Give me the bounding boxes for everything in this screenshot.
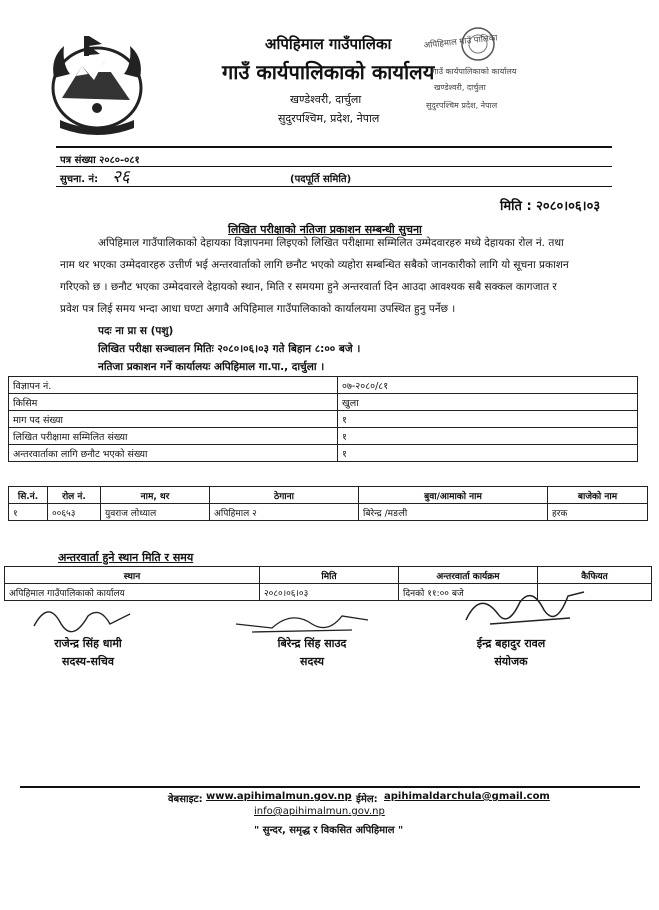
column-header: नाम, थर [101,487,210,504]
notice-para-line-3: गरिएको छ । छनौट भएका उम्मेदवारले देहायको स्थान, मिति र समयमा हुने अन्तरवार्ता दिन आउदा आवश्यक सबै सक्कल कागजात र [60,281,557,293]
table-cell: ०७-२०८०/८१ [338,377,638,394]
notice-para-line-4: प्रवेश पत्र लिई समय भन्दा आधा घण्टा अगावै अपिहिमाल गाउँपालिकाको कार्यालयमा उपस्थित हुनु पर्नेछ । [60,303,456,315]
post-name: पदः ना प्रा स (पशु) [98,325,174,337]
website-label: वेबसाइट: [168,794,203,805]
table-row [9,411,638,428]
svg-text:अपिहिमाल गाउँ पालिका: अपिहिमाल गाउँ पालिका [423,33,498,51]
table-cell: अन्तरवार्ताका लागि छनौट भएको संख्या [9,445,338,462]
column-header: ठेगाना [210,487,359,504]
table-cell: खुला [338,394,638,411]
vacancy-summary-table [8,376,638,462]
municipality-name: अपिहिमाल गाउँपालिका [265,35,392,53]
svg-text:सुदुरपश्चिम प्रदेश, नेपाल: सुदुरपश्चिम प्रदेश, नेपाल [426,101,498,110]
notice-para-line-2: नाम थर भएका उम्मेदवारहरु उत्तीर्ण भई अन्तरवार्ताको लागि छनौट भएको व्यहोरा सम्बन्धित सबैको जानकारीको लागि यो सूचना प्रकाशन [60,259,569,271]
letter-number: पत्र संख्या २०८०-०८१ [60,155,140,166]
table-cell: १ [338,411,638,428]
table-row [9,394,638,411]
notice-number-value: २६ [112,167,130,187]
ref-divider-2 [56,186,612,187]
signature-role: सदस्य-सचिव [62,655,114,668]
table-cell: १ [338,445,638,462]
signature-member [232,604,372,638]
table-row [9,504,648,521]
signature-role: संयोजक [494,655,528,668]
table-cell: २०८०।०६।०३ [260,584,399,601]
signature-role: सदस्य [300,655,324,668]
column-header: स्थान [5,567,260,584]
selected-candidates-table [8,486,648,521]
signature-member-secretary [30,596,140,636]
table-cell: १ [338,428,638,445]
notice-date: मिति : २०८०।०६।०३ [500,199,601,214]
table-header-row [5,567,652,584]
column-header: बाजेको नाम [548,487,648,504]
table-header-row [9,487,648,504]
table-row [9,428,638,445]
exam-date: लिखित परीक्षा सञ्चालन मितिः २०८०।०६।०३ गते बिहान ८:०० बजे । [98,343,361,355]
column-header: अन्तरवार्ता कार्यक्रम [399,567,538,584]
table-cell: हरक [548,504,648,521]
nepal-emblem-icon [42,28,152,136]
ref-divider [56,166,612,167]
footer-divider [20,786,640,788]
table-row [9,445,638,462]
table-cell: दिनको ११:०० बजे [399,584,538,601]
svg-text:खण्डेश्वरी, दार्चुला: खण्डेश्वरी, दार्चुला [434,83,486,92]
office-province: सुदुरपश्चिम, प्रदेश, नेपाल [278,112,380,125]
table-row [9,377,638,394]
office-stamp [420,22,530,120]
svg-text:गाउँ कार्यपालिकाको कार्यालय: गाउँ कार्यपालिकाको कार्यालय [432,67,517,76]
table-cell: बिरेन्द्र /मङली [359,504,548,521]
notice-number-label: सुचना. नं: [60,174,99,185]
table-cell: विज्ञापन नं. [9,377,338,394]
email-label: ईमेल: [356,794,378,805]
column-header: मिति [260,567,399,584]
table-cell: ००६५३ [48,504,101,521]
column-header: कैफियत [538,567,652,584]
interview-heading: अन्तरवार्ता हुने स्थान मिति र समय [58,551,194,564]
signature-coordinator [460,584,590,634]
email-link-secondary[interactable]: info@apihimalmun.gov.np [254,806,385,817]
table-cell: अपिहिमाल गाउँपालिकाको कार्यालय [5,584,260,601]
website-link[interactable]: www.apihimalmun.gov.np [206,791,352,802]
slogan: " सुन्दर, समृद्ध र विकसित अपिहिमाल " [254,825,404,836]
email-link[interactable]: apihimaldarchula@gmail.com [384,791,550,802]
signature-name: बिरेन्द्र सिंह साउद [277,637,347,650]
signature-name: राजेन्द्र सिंह धामी [54,637,122,650]
column-header: बुवा/आमाको नाम [359,487,548,504]
table-cell: अपिहिमाल २ [210,504,359,521]
table-cell: लिखित परीक्षामा सम्मिलित संख्या [9,428,338,445]
table-cell: १ [9,504,48,521]
office-location: खण्डेश्वरी, दार्चुला [290,93,362,106]
table-cell: माग पद संख्या [9,411,338,428]
committee-label: (पदपूर्ति समिति) [290,174,352,185]
column-header: सि.नं. [9,487,48,504]
header-divider [56,146,612,148]
publishing-office: नतिजा प्रकाशन गर्ने कार्यालयः अपिहिमाल गा.पा., दार्चुला । [98,361,325,373]
notice-title: लिखित परीक्षाको नतिजा प्रकाशन सम्बन्धी सुचना [228,223,422,236]
notice-para-line-1: अपिहिमाल गाउँपालिकाको देहायका विज्ञापनमा लिइएको लिखित परीक्षामा सम्मिलित उम्मेदवारहरु मध्ये देहायका रोल नं. तथा [98,237,564,249]
office-name: गाउँ कार्यपालिकाको कार्यालय [222,60,435,84]
table-cell: किसिम [9,394,338,411]
signature-name: ईन्द्र बहादुर रावल [476,637,546,650]
column-header: रोल नं. [48,487,101,504]
table-cell: युवराज लोध्याल [101,504,210,521]
